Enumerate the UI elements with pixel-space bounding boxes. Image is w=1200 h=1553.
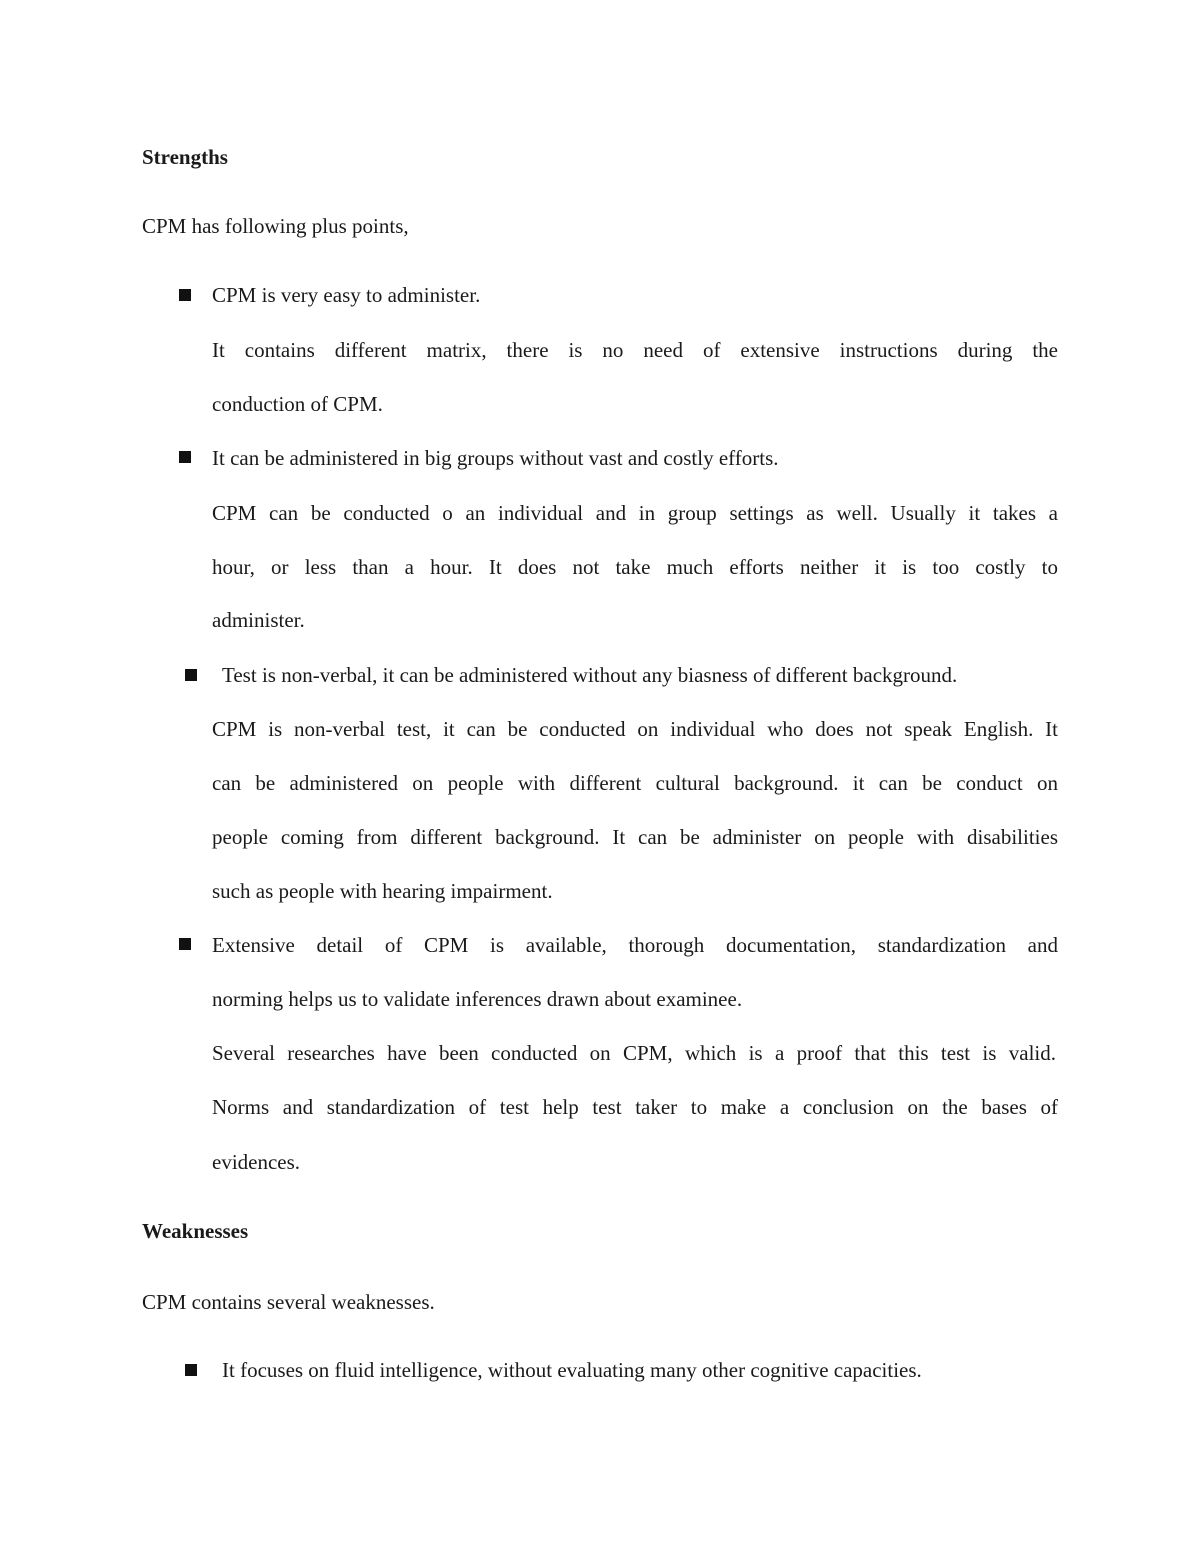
- strength-item-2-detail-line: administer.: [212, 608, 305, 632]
- strength-item-4-bullet-line: norming helps us to validate inferences drawn about examinee.: [212, 987, 743, 1011]
- strength-item-3-bullet: Test is non-verbal, it can be administered without any biasness of different background.: [222, 663, 958, 687]
- strength-item-1-detail-line: conduction of CPM.: [212, 392, 383, 416]
- weaknesses-intro: CPM contains several weaknesses.: [142, 1290, 435, 1314]
- bullet-square-icon: [179, 289, 191, 301]
- strength-item-3-detail-line: can be administered on people with different cultural background. it can be conduct on: [212, 771, 1058, 795]
- weaknesses-heading: Weaknesses: [142, 1219, 249, 1243]
- bullet-square-icon: [179, 451, 191, 463]
- strengths-heading: Strengths: [142, 145, 228, 169]
- strengths-intro: CPM has following plus points,: [142, 214, 409, 238]
- strength-item-1-detail-line: It contains different matrix, there is no need of extensive instructions during the: [212, 338, 1058, 362]
- strength-item-3-detail-line: CPM is non-verbal test, it can be conducted on individual who does not speak English. It: [212, 717, 1058, 741]
- weakness-item-1-bullet: It focuses on fluid intelligence, without evaluating many other cognitive capacities.: [222, 1358, 922, 1382]
- strength-item-3-detail-line: such as people with hearing impairment.: [212, 879, 553, 903]
- strength-item-4-detail-line: Norms and standardization of test help test taker to make a conclusion on the bases of: [212, 1095, 1058, 1119]
- strength-item-1-bullet: CPM is very easy to administer.: [212, 283, 481, 307]
- strength-item-2-detail-line: CPM can be conducted o an individual and in group settings as well. Usually it takes a: [212, 501, 1058, 525]
- strength-item-2-bullet: It can be administered in big groups without vast and costly efforts.: [212, 446, 779, 470]
- strength-item-3-detail-line: people coming from different background. It can be administer on people with disabilities: [212, 825, 1058, 849]
- strength-item-4-detail-line: evidences.: [212, 1150, 301, 1174]
- strength-item-2-detail-line: hour, or less than a hour. It does not take much efforts neither it is too costly to: [212, 555, 1058, 579]
- strength-item-4-detail-line: Several researches have been conducted on CPM, which is a proof that this test is valid.: [212, 1041, 1056, 1065]
- strength-item-4-bullet-line: Extensive detail of CPM is available, thorough documentation, standardization and: [212, 933, 1058, 957]
- bullet-square-icon: [179, 938, 191, 950]
- bullet-square-icon: [185, 1364, 197, 1376]
- bullet-square-icon: [185, 669, 197, 681]
